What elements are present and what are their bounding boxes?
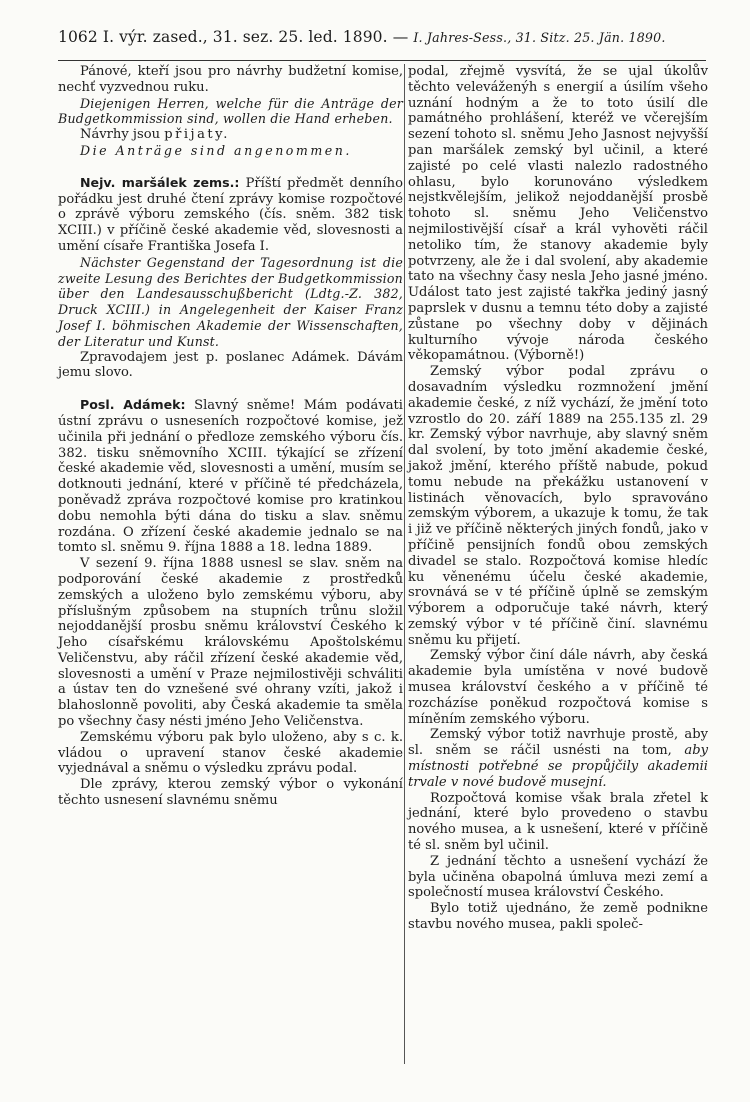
paragraph: podal, zřejmě vysvítá, že se ujal úkolův těchto veleváženýh s energií a úsilím všeho uznání hodným a že to toto úsilí dle památného prohlášení, kteréž ve včerejším sezení tohoto sl. sněmu Jeho Jasnost nejvyšší pan maršálek zemský byl učinil, a které zajisté po celé vlasti nalezlo radostného ohlasu, bylo korunováno výsledkem nejstkvělejším, jelikož nejoddanější prosbě tohoto sl. sněmu Jeho Veličenstvo nejmilostivější císař a král vyhověti ráčil netoliko tím, že stanovy akademie byly potvrzeny, ale že i dal svolení, aby akademie tato na všechny časy nesla Jeho jasné jméno. Událost tato jest zajisté takřka jediný jasný paprslek v dusnu a temnu této doby a zajisté zůstane po všechny doby v dějinách kulturního vývoje národa českého věkopamátnou. (Výborně!): [408, 64, 708, 364]
header-czech: I. výr. zased., 31. sez. 25. led. 1890.: [102, 28, 388, 46]
paragraph: Zpravodajem jest p. poslanec Adámek. Dávám jemu slovo.: [58, 349, 403, 381]
text-run: Slavný sněme! Mám podávati ústní zprávu o usneseních rozpočtové komise, jež učinila při jednání o předloze zemského výboru čís. 382. tisku sněmovního XCIII. týkající se zřízení české akademie věd, slovesnosti a umění, musím se dotknouti jednání, které v příčině té předcházela, poněvadž zpráva rozpočtové komise pro kratinkou dobu nemohla býti dána do tisku a slav. sněmu rozdána. O zřízení české akademie jednalo se na tomto sl. sněmu 9. října 1888 a 18. ledna 1889.: [58, 398, 403, 556]
column-divider: [404, 64, 405, 1064]
speaker-name: Posl. Adámek:: [80, 397, 186, 413]
text-run: Návrhy jsou: [80, 127, 161, 143]
paragraph: [58, 175, 403, 255]
page-number: 1062: [58, 28, 98, 46]
paragraph: Nächster Gegenstand der Tagesordnung ist die zweite Lesung des Berichtes der Budgetkommission über den Landesausschußbericht (Ldtg.-Z. 382, Druck XCIII.) in Angelegenheit der Kaiser Franz Josef I. böhmischen Akademie der Wissenschaften, der Literatur und Kunst.: [58, 254, 403, 349]
paragraph: [58, 397, 403, 556]
header-rule: [58, 60, 706, 61]
emphasis: aby místnosti potřebné se propůjčily akademii trvale v nové budově musejní.: [408, 743, 708, 790]
emphasis: přijaty.: [164, 127, 230, 143]
paragraph: Z jednání těchto a usnešení vychází že byla učiněna obapolná úmluva mezi zemí a společností musea království Českého.: [408, 853, 708, 901]
paragraph: Zemský výbor podal zprávu o dosavadním výsledku rozmnožení jmění akademie české, z níž vychází, že jmění toto vzrostlo do 20. září 1889 na 255.135 zl. 29 kr. Zemský výbor navrhuje, aby slavný sněm dal svolení, by toto jmění akademie české, jakož jmění, kterého příště nabude, pokud tomu nebude na překážku ustanovení v listinách věnovacích, bylo spravováno zemským výborem, a ukazuje k tomu, že tak i již ve příčině některých jiných fondů, jako v příčině pensijních fondů obou zemských divadel se stalo. Rozpočtová komise hledíc ku věnenému účelu české akademie, srovnává se v té příčině úplně se zemským výborem a odporučuje také návrh, který zemský výbor v té příčině činí. slavnému sněmu ku přijetí.: [408, 364, 708, 648]
paragraph: [58, 127, 403, 143]
paragraph: Bylo totiž ujednáno, že země podnikne stavbu nového musea, pakli společ-: [408, 901, 708, 933]
text-run: Příští předmět denního pořádku jest druhé čtení zprávy komise rozpočtové o zprávě výboru zemského (čís. sněm. 382 tisk XCIII.) v příčině české akademie věd, slovesnosti a umění císaře Františka Josefa I.: [58, 175, 403, 254]
paragraph: Zemský výbor činí dále návrh, aby česká akademie byla umístěna v nové budově musea království českého a v příčině té rozcházíse poněkud rozpočtová komise s míněním zemského výboru.: [408, 648, 708, 727]
header-german: I. Jahres-Sess., 31. Sitz. 25. Jän. 1890.: [413, 30, 666, 45]
paragraph: [408, 727, 708, 790]
paragraph: Zemskému výboru pak bylo uloženo, aby s c. k. vládou o upravení stanov české akademie vyjednával a sněmu o výsledku zprávu podal.: [58, 729, 403, 777]
paragraph: V sezení 9. října 1888 usnesl se slav. sněm na podporování české akademie z prostředků zemských a uloženo bylo zemskému výboru, aby příslušným způsobem na stupních trůnu složil nejoddanější prosbu sněmu království Českého k Jeho císařskému královskému Apoštolskému Veličenstvu, aby ráčil zřízení české akademie věd, slovesnosti a umění v Praze nejmilostivěji schváliti a ústav ten do vznešené své ohrany vzíti, jakož i blahoslonně povoliti, aby Česká akademie ta směla po všechny časy nésti jméno Jeho Veličenstva.: [58, 556, 403, 730]
paragraph: Die Anträge sind angenommen.: [80, 142, 352, 158]
text-run: Zemský výbor totiž navrhuje prostě, aby sl. sněm se ráčil usnésti na tom,: [408, 727, 708, 759]
right-column: [408, 64, 708, 933]
paragraph: Dle zprávy, kterou zemský výbor o vykonání těchto usnesení slavnému sněmu: [58, 777, 403, 809]
speaker-name: Nejv. maršálek zems.:: [80, 174, 240, 190]
paragraph: Rozpočtová komise však brala zřetel k jednání, které bylo provedeno o stavbu nového musea, a k usnešení, které v příčině té sl. sněm byl učinil.: [408, 790, 708, 854]
paragraph: Pánové, kteří jsou pro návrhy budžetní komise, nechť vyzvednou ruku.: [58, 64, 403, 95]
header-dash: —: [392, 28, 409, 46]
page-header: [58, 28, 708, 46]
left-column: [58, 64, 403, 809]
paragraph: Diejenigen Herren, welche für die Anträge der Budgetkommission sind, wollen die Hand erheben.: [58, 95, 403, 127]
